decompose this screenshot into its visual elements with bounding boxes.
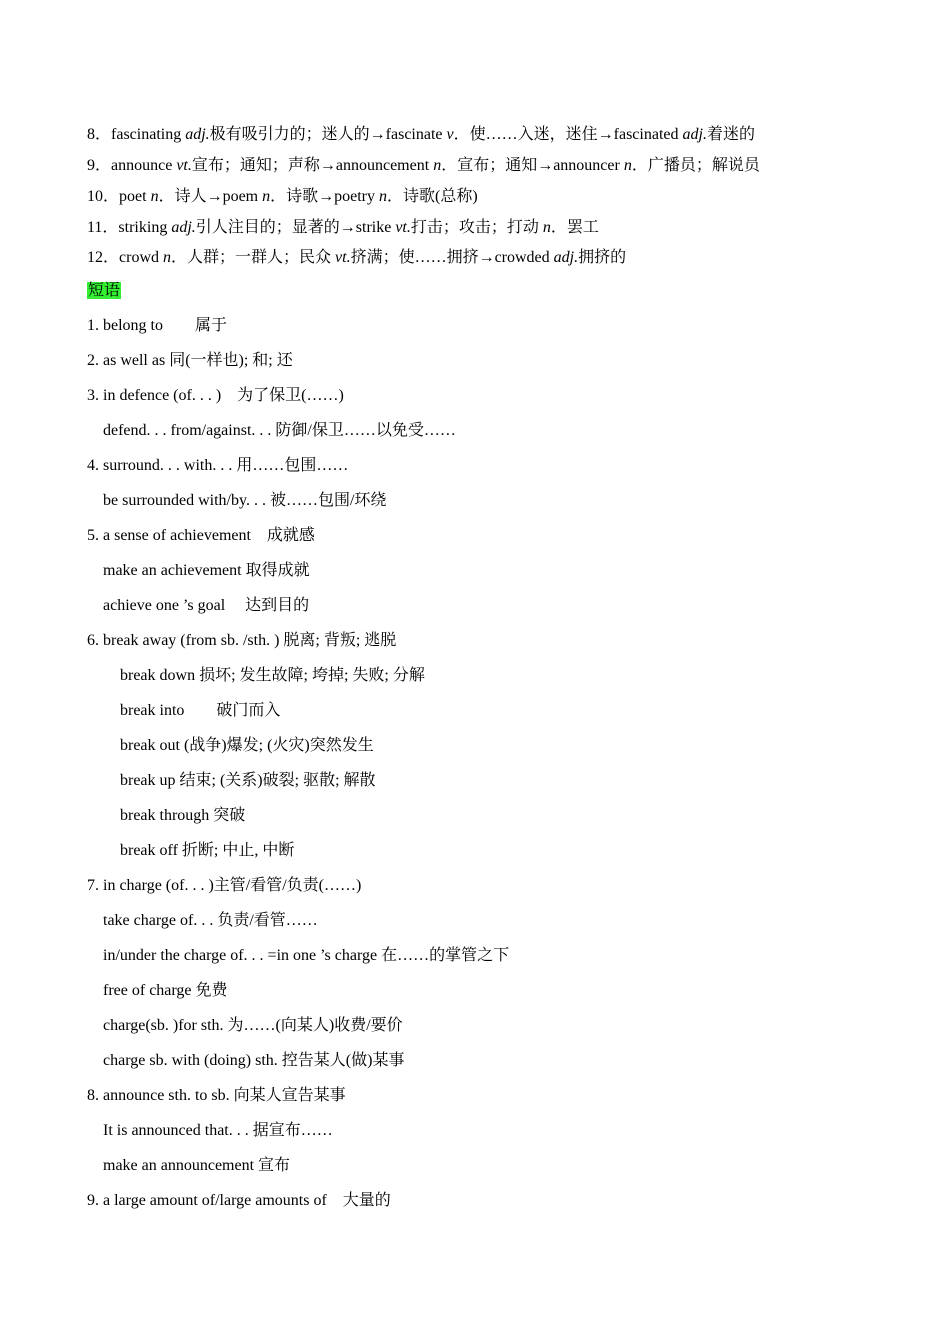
part-of-speech: n (542, 219, 551, 236)
part-of-speech: n (623, 157, 632, 174)
part-of-speech: adj. (553, 249, 579, 266)
meaning: ．宣布；通知→announcer (441, 157, 624, 174)
phrase-subline: achieve one ’s goal 达到目的 (103, 597, 310, 614)
part-of-speech: vt. (395, 219, 411, 236)
phrase-line: 8. announce sth. to sb. 向某人宣告某事 (87, 1087, 346, 1104)
vocab-item-10 (87, 187, 478, 207)
phrase-subline: take charge of. . . 负责/看管…… (103, 912, 318, 929)
meaning: ．使……入迷，迷住→fascinated (453, 126, 683, 143)
phrase-subline: defend. . . from/against. . . 防御/保卫……以免受…… (103, 422, 456, 439)
phrase-subline: break through 突破 (120, 807, 246, 824)
vocab-item-9 (87, 156, 760, 176)
word: striking (118, 219, 172, 236)
item-number: 10． (87, 188, 120, 205)
phrase-line: 2. as well as 同(一样也); 和; 还 (87, 352, 293, 369)
phrase-subline: break into 破门而入 (120, 702, 281, 719)
meaning: 宣布；通知；声称→announcement (191, 157, 434, 174)
phrase-subline: free of charge 免费 (103, 982, 228, 999)
meaning: ．诗歌(总称) (387, 188, 478, 205)
part-of-speech: n (433, 157, 442, 174)
phrase-line: 6. break away (from sb. /sth. ) 脱离; 背叛; 逃脱 (87, 632, 397, 649)
phrase-line: 5. a sense of achievement 成就感 (87, 527, 315, 544)
phrase-line: 7. in charge (of. . . )主管/看管/负责(……) (87, 877, 362, 894)
meaning: ．人群；一群人；民众 (171, 249, 336, 266)
phrase-line: 3. in defence (of. . . ) 为了保卫(……) (87, 387, 344, 404)
part-of-speech: adj. (171, 219, 196, 236)
meaning: 打击；攻击；打动 (410, 219, 543, 236)
item-number: 11． (87, 219, 119, 236)
meaning: ．诗人→poem (158, 188, 263, 205)
phrase-subline: break out (战争)爆发; (火灾)突然发生 (120, 737, 374, 754)
word: poet (119, 188, 151, 205)
vocab-item-12 (87, 248, 626, 268)
phrase-subline: break off 折断; 中止, 中断 (120, 842, 295, 859)
part-of-speech: n (163, 249, 171, 266)
phrase-subline: charge sb. with (doing) sth. 控告某人(做)某事 (103, 1052, 405, 1069)
meaning: ．罢工 (550, 219, 599, 236)
phrase-line: 1. belong to 属于 (87, 317, 227, 334)
part-of-speech: vt. (176, 157, 192, 174)
item-number: 9． (87, 157, 112, 174)
part-of-speech: adj. (185, 126, 210, 143)
phrase-subline: break down 损坏; 发生故障; 垮掉; 失败; 分解 (120, 667, 425, 684)
phrase-subline: break up 结束; (关系)破裂; 驱散; 解散 (120, 772, 376, 789)
phrase-subline: It is announced that. . . 据宣布…… (103, 1122, 333, 1139)
meaning: 引人注目的；显著的→strike (195, 219, 396, 236)
meaning: 着迷的 (706, 126, 755, 143)
word: fascinating (111, 126, 186, 143)
vocab-item-8 (87, 125, 755, 145)
part-of-speech: adj. (682, 126, 707, 143)
item-number: 8． (87, 126, 112, 143)
phrase-line: 4. surround. . . with. . . 用……包围…… (87, 457, 349, 474)
phrase-subline: be surrounded with/by. . . 被……包围/环绕 (103, 492, 387, 509)
phrase-subline: in/under the charge of. . . =in one ’s charge 在……的掌管之下 (103, 947, 510, 964)
part-of-speech: v (446, 126, 454, 143)
meaning: 挤满；使……拥挤→crowded (350, 249, 554, 266)
part-of-speech: n (262, 188, 271, 205)
section-label-highlight: 短语 (88, 282, 121, 299)
meaning: ．诗歌→poetry (270, 188, 380, 205)
item-number: 12． (87, 249, 120, 266)
vocab-item-11 (87, 218, 599, 238)
section-heading (87, 281, 121, 301)
phrase-line: 9. a large amount of/large amounts of 大量的 (87, 1192, 391, 1209)
meaning: 拥挤的 (578, 249, 627, 266)
word: announce (111, 157, 177, 174)
meaning: ．广播员；解说员 (631, 157, 760, 174)
meaning: 极有吸引力的；迷人的→fascinate (209, 126, 447, 143)
word: crowd (119, 249, 163, 266)
part-of-speech: n (379, 188, 388, 205)
phrase-subline: charge(sb. )for sth. 为……(向某人)收费/要价 (103, 1017, 403, 1034)
phrase-subline: make an announcement 宣布 (103, 1157, 291, 1174)
part-of-speech: n (150, 188, 159, 205)
part-of-speech: vt. (335, 249, 351, 266)
phrase-subline: make an achievement 取得成就 (103, 562, 310, 579)
